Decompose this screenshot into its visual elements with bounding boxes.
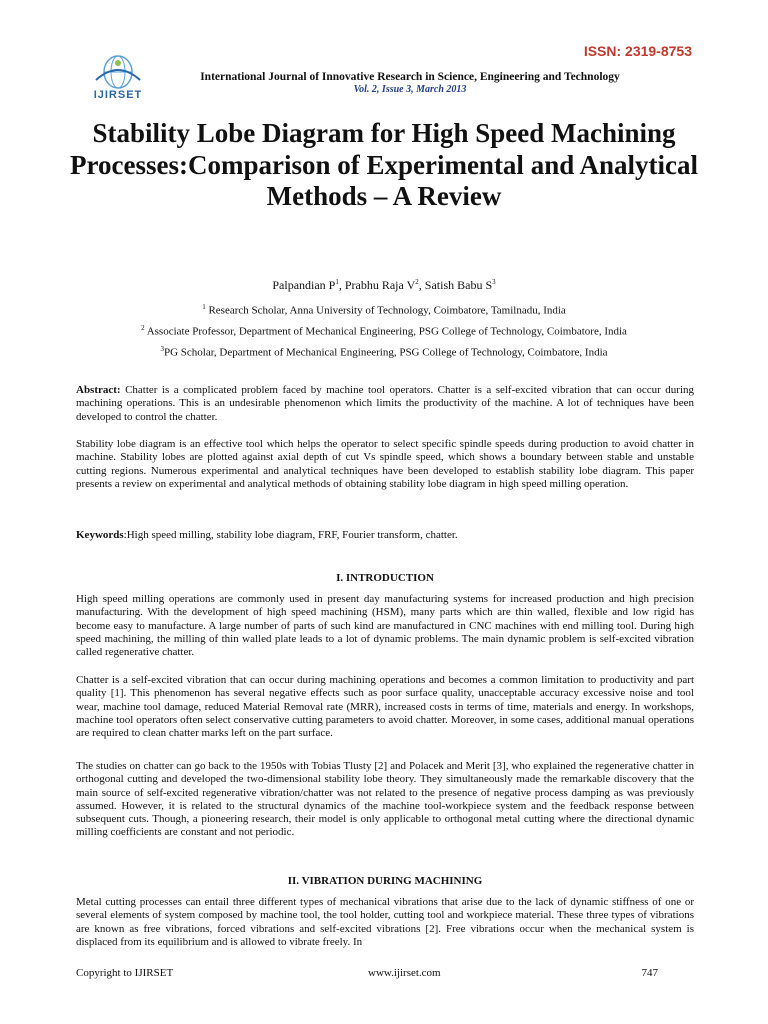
author-sup: 2 <box>415 278 419 286</box>
footer-page-number: 747 <box>641 967 658 979</box>
author-sup: 1 <box>335 278 339 286</box>
intro-paragraph-1: High speed milling operations are commonly used in present day manufacturing systems for increased production and high precision manufacturing. With the development of high speed machining (HSM), many parts which are thin walled, flexible and low rigid has become easy to manufacture. A large number of parts of such kind are manufactured in CNC machines with end milling tool. During high speed machining, the milling of thin walled plate leads to a lot of dynamic problems. The main dynamic problem is self-excited vibration called regenerative chatter. <box>76 593 694 659</box>
paper-title: Stability Lobe Diagram for High Speed Machining Processes:Comparison of Experimental and Analytical Methods – A Review <box>70 118 698 211</box>
vibration-paragraph-1: Metal cutting processes can entail three different types of mechanical vibrations that arise due to the lack of dynamic stiffness of one or several elements of system composed by machine tool, the tool holder, cutting tool and workpiece material. These three types of vibrations are known as free vibrations, forced vibrations and self-excited vibrations [2]. Free vibrations occur when the mechanical system is displaced from its equilibrium and is allowed to vibrate freely. In <box>76 896 694 948</box>
section-heading-vibration: II. VIBRATION DURING MACHINING <box>287 875 483 887</box>
author-separator: , <box>418 278 425 292</box>
affiliation-1 <box>0 303 768 317</box>
journal-volume: Vol. 2, Issue 3, March 2013 <box>353 84 467 95</box>
affiliation-3 <box>0 345 768 359</box>
affiliation-sup: 1 <box>202 303 206 311</box>
affiliation-text: Associate Professor, Department of Mechanical Engineering, PSG College of Technology, Coimbatore, India <box>144 325 627 338</box>
abstract-text: Chatter is a complicated problem faced by machine tool operators. Chatter is a self-excited vibration that can occur during machining operations. This is an undesirable phenomenon which limits the productivity of the machine. A lot of techniques have been developed to control the chatter. <box>76 384 694 423</box>
author-name: Prabhu Raja V <box>344 278 416 292</box>
keywords <box>76 529 694 542</box>
issn-label: ISSN: 2319-8753 <box>583 43 692 59</box>
author-name: Satish Babu S <box>424 278 493 292</box>
affiliation-text: Research Scholar, Anna University of Technology, Coimbatore, Tamilnadu, India <box>205 304 566 317</box>
abstract-paragraph-1 <box>76 384 694 424</box>
author-sup: 3 <box>492 278 496 286</box>
abstract-label: Abstract: <box>76 384 121 396</box>
keywords-label: Keywords <box>76 529 124 541</box>
footer-website: www.ijirset.com <box>368 967 441 979</box>
affiliation-text: PG Scholar, Department of Mechanical Engineering, PSG College of Technology, Coimbatore, India <box>163 346 608 359</box>
journal-logo <box>86 52 150 106</box>
keywords-text: :High speed milling, stability lobe diagram, FRF, Fourier transform, chatter. <box>123 529 458 541</box>
section-heading-introduction: I. INTRODUCTION <box>336 572 434 584</box>
journal-name: International Journal of Innovative Research in Science, Engineering and Technology <box>200 71 620 83</box>
logo-text: IJIRSET <box>93 89 143 101</box>
affiliation-sup: 3 <box>160 345 164 353</box>
intro-paragraph-3: The studies on chatter can go back to the 1950s with Tobias Tlusty [2] and Polacek and Merit [3], who explained the regenerative chatter in orthogonal cutting and developed the two-dimensional stability lobe theory. They simultaneously made the remarkable discovery that the main source of self-excited regenerative vibration/chatter was not related to the presence of negative process damping as was previously assumed. However, it is related to the structural dynamics of the machine tool-workpiece system and the feedback response between subsequent cuts. Though, a pioneering research, their model is only applicable to orthogonal metal cutting where the directional dynamic milling coefficients are constant and not periodic. <box>76 760 694 839</box>
affiliation-sup: 2 <box>141 324 145 332</box>
footer-copyright: Copyright to IJIRSET <box>76 967 174 979</box>
affiliation-2 <box>0 324 768 338</box>
author-separator: , <box>338 278 345 292</box>
logo-globe-icon <box>86 52 150 92</box>
intro-paragraph-2: Chatter is a self-excited vibration that can occur during machining operations and becomes a common limitation to productivity and part quality [1]. This phenomenon has several negative effects such as poor surface quality, unacceptable accuracy excessive noise and tool wear, machine tool damage, reduced Material Removal rate (MRR), increased costs in terms of time, materials and energy. In workshops, machine tool operators often select conservative cutting parameters to avoid chatter. Moreover, in some cases, additional manual operations are required to clean chatter marks left on the part surface. <box>76 674 694 740</box>
abstract-paragraph-2: Stability lobe diagram is an effective tool which helps the operator to select specific spindle speeds during production to avoid chatter in machine. Stability lobes are plotted against axial depth of cut Vs spindle speed, which shows a boundary between stable and unstable cutting regions. Numerous experimental and analytical techniques have been developed to establish stability lobe diagram. This paper presents a review on experimental and analytical methods of obtaining stability lobe diagram in high speed milling operation. <box>76 438 694 490</box>
author-name: Palpandian P <box>272 278 336 292</box>
author-list <box>0 278 768 293</box>
